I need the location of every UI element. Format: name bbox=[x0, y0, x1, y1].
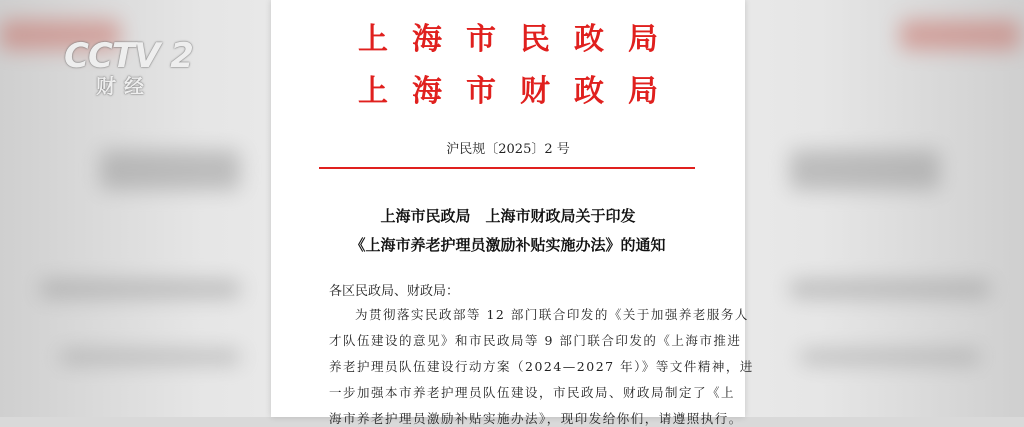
body-line: 养老护理员队伍建设行动方案（2024—2027 年）》等文件精神，进 bbox=[329, 359, 754, 374]
salutation: 各区民政局、财政局： bbox=[329, 284, 460, 299]
issuer-line-2: 上海市财政局 bbox=[358, 74, 682, 109]
channel-logo bbox=[64, 38, 204, 108]
red-divider bbox=[319, 167, 695, 169]
document-title-line-2: 《上海市养老护理员激励补贴实施办法》的通知 bbox=[350, 236, 666, 254]
issuer-line-1: 上海市民政局 bbox=[358, 22, 682, 57]
logo-brand: CCTV 2 bbox=[64, 36, 193, 76]
body-line: 一步加强本市养老护理员队伍建设，市民政局、财政局制定了《上 bbox=[329, 385, 736, 400]
body-line: 海市养老护理员激励补贴实施办法》，现印发给你们，请遵照执行。 bbox=[329, 411, 743, 426]
logo-channel: 财经 bbox=[96, 74, 152, 98]
body-line: 才队伍建设的意见》和市民政局等 9 部门联合印发的《上海市推进 bbox=[329, 333, 742, 348]
body-line: 为贯彻落实民政部等 12 部门联合印发的《关于加强养老服务人 bbox=[355, 307, 749, 322]
document-number: 沪民规〔2025〕2 号 bbox=[446, 142, 570, 157]
document-title-line-1: 上海市民政局 上海市财政局关于印发 bbox=[380, 207, 636, 225]
document-page bbox=[271, 0, 754, 426]
